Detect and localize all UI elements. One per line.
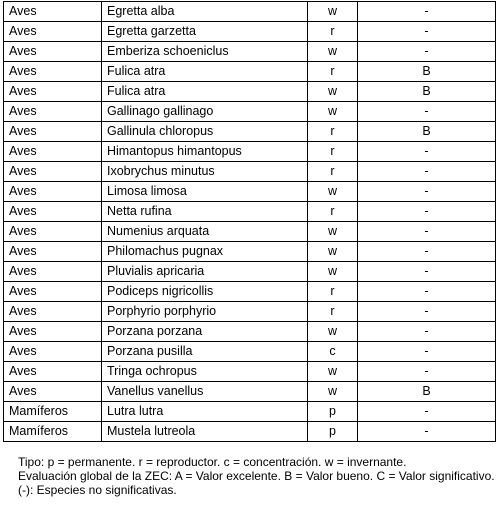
species-cell: Porphyrio porphyrio	[102, 302, 308, 322]
species-table-body	[4, 2, 496, 442]
group-cell: Mamíferos	[4, 402, 102, 422]
group-cell: Aves	[4, 62, 102, 82]
evaluation-cell: -	[358, 282, 496, 302]
evaluation-cell: B	[358, 62, 496, 82]
evaluation-cell: B	[358, 382, 496, 402]
footnote-no-significativas: (-): Especies no significativas.	[18, 483, 177, 497]
species-cell: Himantopus himantopus	[102, 142, 308, 162]
group-cell: Aves	[4, 222, 102, 242]
type-cell: w	[308, 222, 358, 242]
species-cell: Fulica atra	[102, 82, 308, 102]
species-cell: Tringa ochropus	[102, 362, 308, 382]
evaluation-cell: -	[358, 302, 496, 322]
evaluation-cell: -	[358, 262, 496, 282]
table-row	[4, 382, 496, 402]
footnote-evaluacion: Evaluación global de la ZEC: A = Valor excelente. B = Valor bueno. C = Valor significativo.	[18, 469, 495, 483]
type-cell: w	[308, 322, 358, 342]
evaluation-cell: -	[358, 422, 496, 442]
type-cell: r	[308, 202, 358, 222]
table-row	[4, 122, 496, 142]
evaluation-cell: -	[358, 342, 496, 362]
species-cell: Philomachus pugnax	[102, 242, 308, 262]
evaluation-cell: -	[358, 242, 496, 262]
table-row	[4, 22, 496, 42]
species-cell: Gallinula chloropus	[102, 122, 308, 142]
type-cell: r	[308, 282, 358, 302]
table-row	[4, 422, 496, 442]
table-footnotes	[3, 455, 497, 497]
species-table	[3, 1, 496, 442]
evaluation-cell: -	[358, 202, 496, 222]
table-row	[4, 142, 496, 162]
species-cell: Gallinago gallinago	[102, 102, 308, 122]
table-row	[4, 2, 496, 22]
evaluation-cell: -	[358, 102, 496, 122]
type-cell: p	[308, 402, 358, 422]
group-cell: Aves	[4, 382, 102, 402]
species-cell: Egretta alba	[102, 2, 308, 22]
evaluation-cell: -	[358, 142, 496, 162]
species-cell: Netta rufina	[102, 202, 308, 222]
type-cell: r	[308, 302, 358, 322]
evaluation-cell: B	[358, 122, 496, 142]
footnote-tipo: Tipo: p = permanente. r = reproductor. c = concentración. w = invernante.	[18, 455, 407, 469]
group-cell: Aves	[4, 102, 102, 122]
species-cell: Podiceps nigricollis	[102, 282, 308, 302]
species-cell: Numenius arquata	[102, 222, 308, 242]
group-cell: Aves	[4, 282, 102, 302]
group-cell: Aves	[4, 202, 102, 222]
evaluation-cell: -	[358, 182, 496, 202]
table-row	[4, 222, 496, 242]
evaluation-cell: -	[358, 402, 496, 422]
table-row	[4, 62, 496, 82]
evaluation-cell: B	[358, 82, 496, 102]
species-cell: Emberiza schoeniclus	[102, 42, 308, 62]
group-cell: Aves	[4, 142, 102, 162]
group-cell: Aves	[4, 2, 102, 22]
type-cell: c	[308, 342, 358, 362]
type-cell: p	[308, 422, 358, 442]
type-cell: w	[308, 182, 358, 202]
group-cell: Aves	[4, 82, 102, 102]
table-row	[4, 242, 496, 262]
evaluation-cell: -	[358, 362, 496, 382]
evaluation-cell: -	[358, 222, 496, 242]
type-cell: w	[308, 262, 358, 282]
type-cell: w	[308, 242, 358, 262]
group-cell: Aves	[4, 362, 102, 382]
evaluation-cell: -	[358, 42, 496, 62]
species-cell: Mustela lutreola	[102, 422, 308, 442]
type-cell: w	[308, 382, 358, 402]
group-cell: Aves	[4, 302, 102, 322]
table-row	[4, 42, 496, 62]
type-cell: w	[308, 2, 358, 22]
table-row	[4, 102, 496, 122]
species-cell: Porzana porzana	[102, 322, 308, 342]
group-cell: Aves	[4, 162, 102, 182]
evaluation-cell: -	[358, 22, 496, 42]
species-cell: Fulica atra	[102, 62, 308, 82]
species-cell: Limosa limosa	[102, 182, 308, 202]
species-cell: Lutra lutra	[102, 402, 308, 422]
species-cell: Vanellus vanellus	[102, 382, 308, 402]
type-cell: w	[308, 102, 358, 122]
evaluation-cell: -	[358, 322, 496, 342]
group-cell: Aves	[4, 262, 102, 282]
type-cell: r	[308, 162, 358, 182]
table-row	[4, 322, 496, 342]
group-cell: Aves	[4, 182, 102, 202]
group-cell: Aves	[4, 22, 102, 42]
type-cell: r	[308, 122, 358, 142]
table-row	[4, 362, 496, 382]
species-cell: Egretta garzetta	[102, 22, 308, 42]
type-cell: r	[308, 62, 358, 82]
group-cell: Aves	[4, 42, 102, 62]
table-row	[4, 202, 496, 222]
type-cell: w	[308, 362, 358, 382]
table-row	[4, 162, 496, 182]
group-cell: Mamíferos	[4, 422, 102, 442]
group-cell: Aves	[4, 122, 102, 142]
species-cell: Porzana pusilla	[102, 342, 308, 362]
type-cell: w	[308, 42, 358, 62]
type-cell: r	[308, 22, 358, 42]
evaluation-cell: -	[358, 162, 496, 182]
table-row	[4, 342, 496, 362]
group-cell: Aves	[4, 242, 102, 262]
evaluation-cell: -	[358, 2, 496, 22]
group-cell: Aves	[4, 342, 102, 362]
type-cell: w	[308, 82, 358, 102]
table-row	[4, 82, 496, 102]
table-row	[4, 302, 496, 322]
table-row	[4, 402, 496, 422]
species-cell: Pluvialis apricaria	[102, 262, 308, 282]
type-cell: r	[308, 142, 358, 162]
table-row	[4, 182, 496, 202]
group-cell: Aves	[4, 322, 102, 342]
table-row	[4, 262, 496, 282]
table-row	[4, 282, 496, 302]
species-cell: Ixobrychus minutus	[102, 162, 308, 182]
